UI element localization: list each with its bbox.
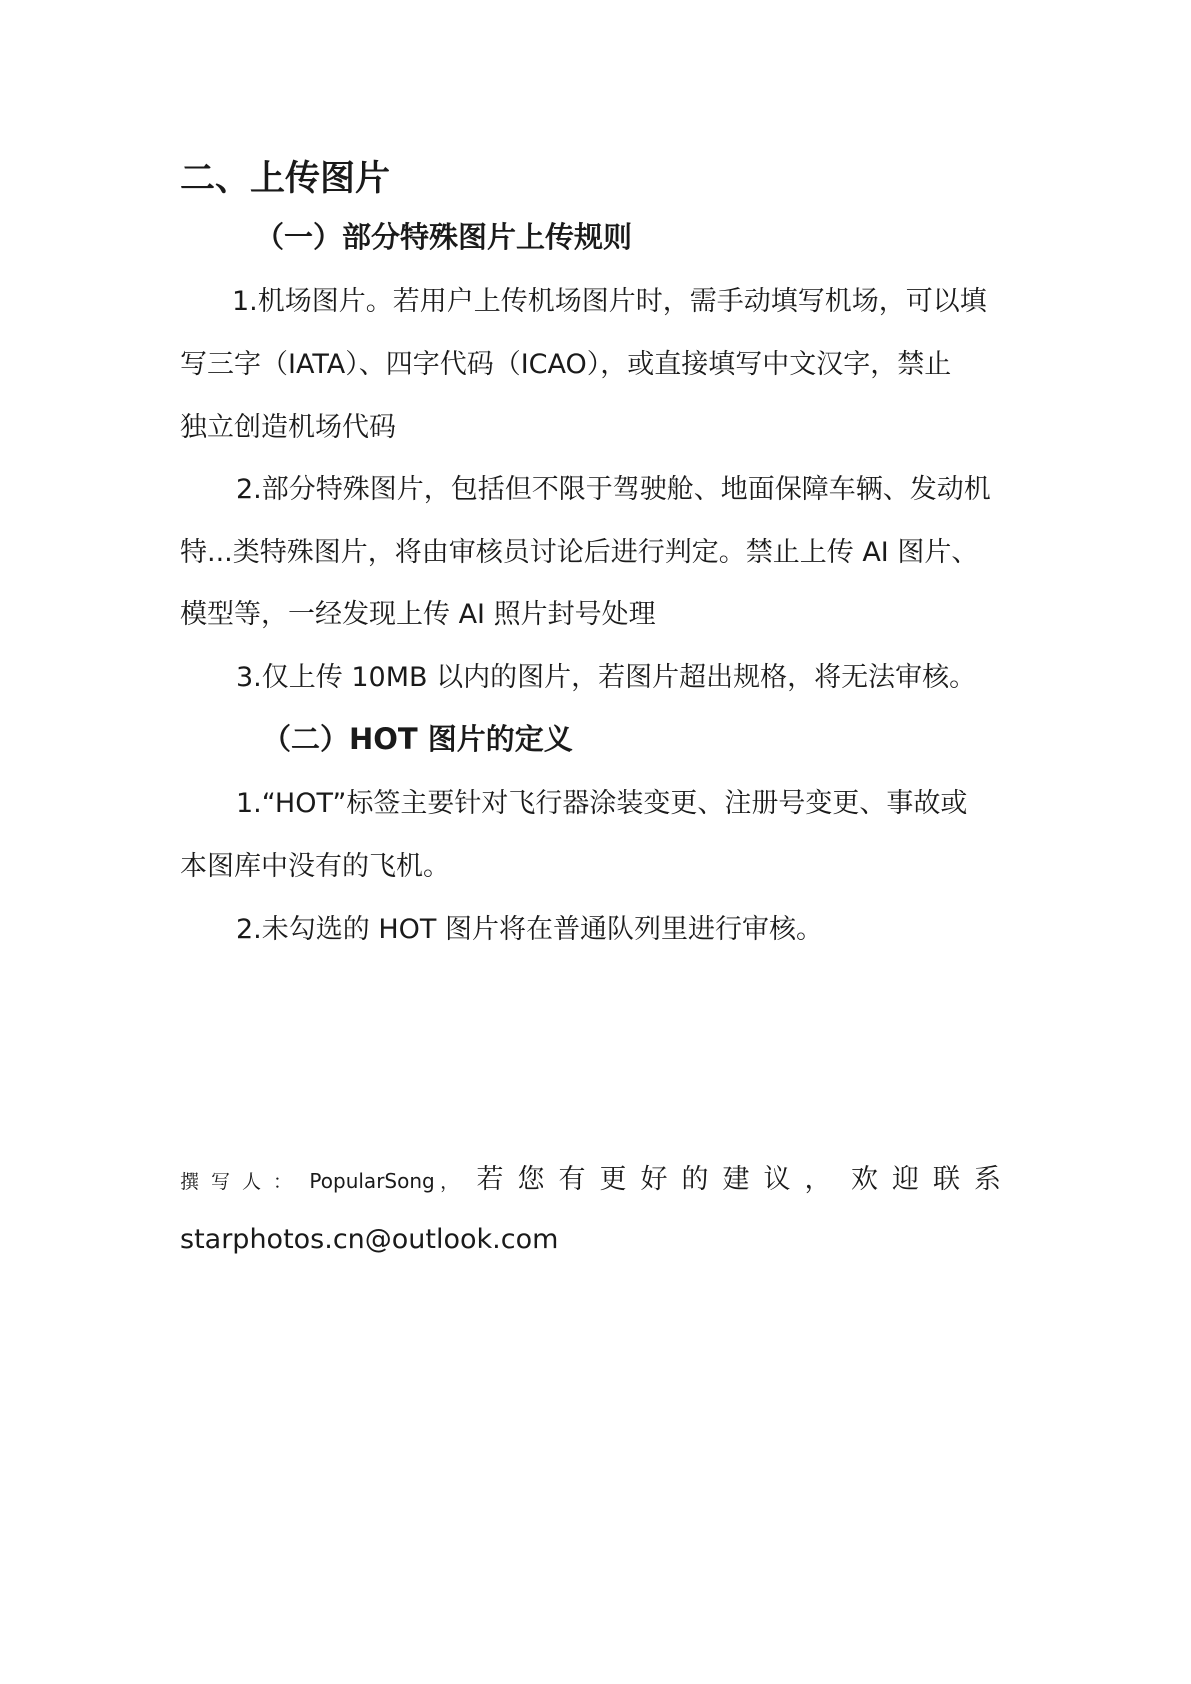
hot-rule-1-line-2: 本图库中没有的飞机。 (180, 851, 450, 882)
subsection-1-title: （一）部分特殊图片上传规则 (255, 220, 633, 254)
author-credit (180, 1160, 1015, 1202)
author-name: PopularSong (309, 1169, 435, 1193)
rule-2-line-3: 模型等，一经发现上传 AI 照片封号处理 (180, 599, 656, 630)
hot-rule-2-line-1: 2.未勾选的 HOT 图片将在普通队列里进行审核。 (236, 914, 823, 945)
rule-1-line-1: 1.机场图片。若用户上传机场图片时，需手动填写机场，可以填 (232, 286, 987, 317)
rule-2-line-2: 特...类特殊图片，将由审核员讨论后进行判定。禁止上传 AI 图片、 (180, 537, 979, 568)
subsection-2-title: （二）HOT 图片的定义 (262, 722, 573, 756)
suggestion-text: 若您有更好的建议， (476, 1164, 846, 1195)
rule-2-line-1: 2.部分特殊图片，包括但不限于驾驶舱、地面保障车辆、发动机 (236, 474, 991, 505)
rule-1-line-3: 独立创造机场代码 (180, 412, 396, 443)
section-title: 二、上传图片 (180, 159, 391, 199)
author-label: 撰写人： (180, 1171, 305, 1193)
rule-1-line-2: 写三字（IATA）、四字代码（ICAO），或直接填写中文汉字，禁止 (180, 349, 952, 380)
contact-text: 欢迎联系 (850, 1164, 1015, 1195)
rule-3-line-1: 3.仅上传 10MB 以内的图片，若图片超出规格，将无法审核。 (236, 662, 977, 693)
author-separator: ， (440, 1171, 472, 1193)
contact-email[interactable]: starphotos.cn@outlook.com (180, 1224, 559, 1255)
hot-rule-1-line-1: 1.“HOT”标签主要针对飞行器涂装变更、注册号变更、事故或 (236, 788, 968, 819)
